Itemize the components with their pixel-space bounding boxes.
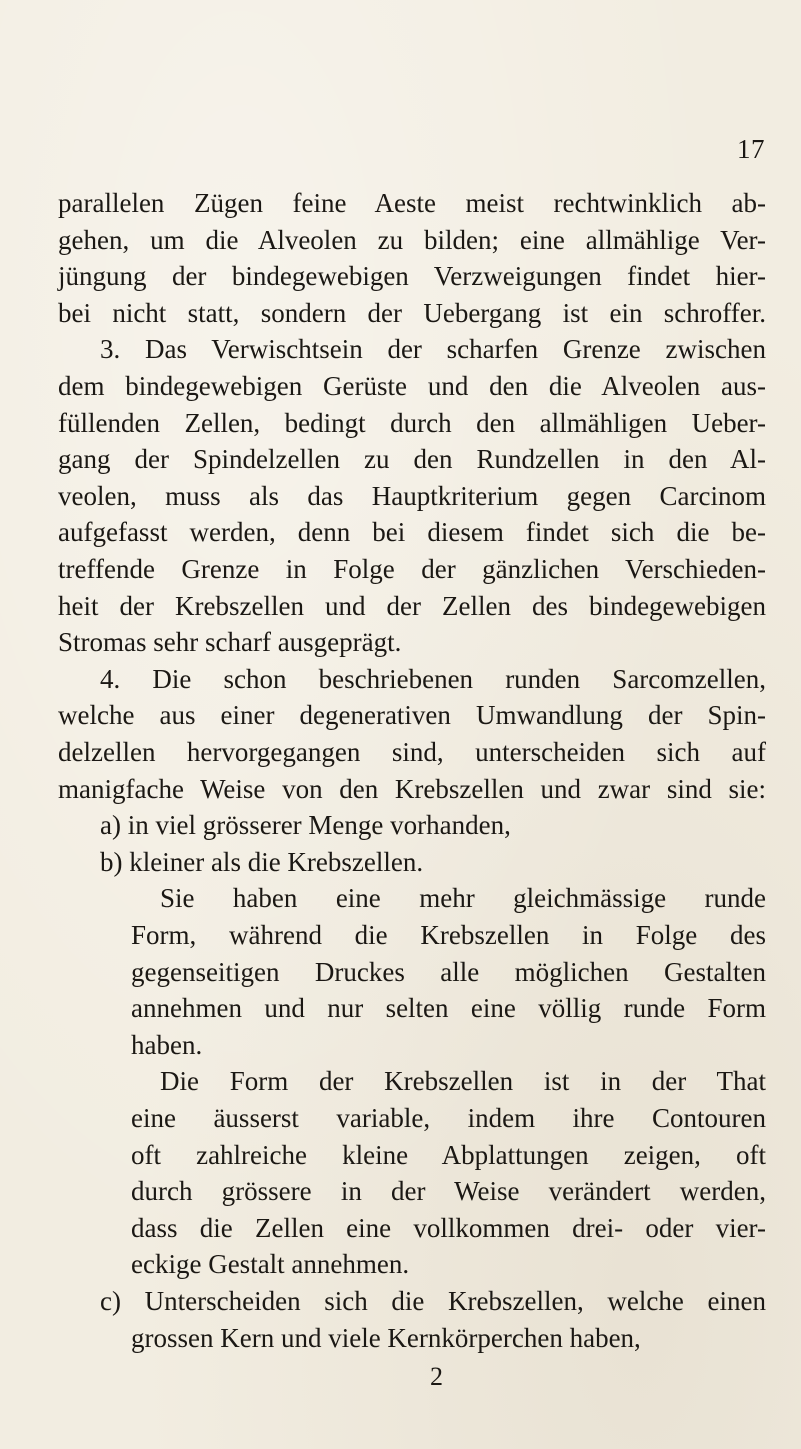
text-line: bei nicht statt, sondern der Uebergang ist ein schroffer. [58, 297, 766, 328]
text-line: parallelen Zügen feine Aeste meist rechtwinklich ab- [58, 188, 766, 218]
list-item: a) in viel grösserer Menge vorhanden, [100, 810, 511, 841]
text-line: Sie haben eine mehr gleichmässige runde [160, 883, 766, 914]
text-line: delzellen hervorgegangen sind, unterscheiden sich auf [58, 737, 766, 767]
text-line: Die Form der Krebszellen ist in der That [160, 1066, 766, 1097]
text-line: grossen Kern und viele Kernkörperchen haben, [131, 1322, 641, 1353]
text-line: annehmen und nur selten eine völlig runde Form [131, 993, 766, 1024]
text-line: jüngung der bindegewebigen Verzweigungen findet hier- [58, 261, 766, 292]
text-line: gegenseitigen Druckes alle möglichen Gestalten [131, 956, 766, 987]
text-line: welche aus einer degenerativen Umwandlung der Spin- [58, 700, 766, 731]
text-line: dass die Zellen eine vollkommen drei- oder vier- [131, 1212, 766, 1243]
text-line: c) Unterscheiden sich die Krebszellen, welche einen [100, 1286, 766, 1316]
text-line: Form, während die Krebszellen in Folge des [131, 920, 766, 950]
text-line: gehen, um die Alveolen zu bilden; eine allmählige Ver- [58, 224, 766, 255]
text-line: veolen, muss als das Hauptkriterium gegen Carcinom [58, 480, 766, 511]
signature-mark: 2 [430, 1362, 443, 1392]
page-number: 17 [737, 134, 765, 164]
text-line: oft zahlreiche kleine Abplattungen zeigen, oft [131, 1139, 766, 1170]
text-line: durch grössere in der Weise verändert werden, [131, 1176, 766, 1207]
text-line: aufgefasst werden, denn bei diesem findet sich die be- [58, 517, 766, 548]
text-line: heit der Krebszellen und der Zellen des bindegewebigen [58, 590, 766, 621]
text-line: eckige Gestalt annehmen. [131, 1249, 410, 1280]
text-line: 3. Das Verwischtsein der scharfen Grenze zwischen [100, 334, 766, 365]
text-line: treffende Grenze in Folge der gänzlichen Verschieden- [58, 554, 766, 584]
text-line: haben. [131, 1029, 203, 1060]
text-line: gang der Spindelzellen zu den Rundzellen in den Al- [58, 444, 766, 475]
text-line: füllenden Zellen, bedingt durch den allmähligen Ueber- [58, 407, 766, 438]
text-line: 4. Die schon beschriebenen runden Sarcomzellen, [100, 663, 766, 694]
text-line: dem bindegewebigen Gerüste und den die Alveolen aus- [58, 371, 766, 401]
text-line: Stromas sehr scharf ausgeprägt. [58, 627, 402, 658]
text-line: manigfache Weise von den Krebszellen und zwar sind sie: [58, 773, 766, 804]
text-line: eine äusserst variable, indem ihre Contouren [131, 1103, 766, 1133]
list-item: b) kleiner als die Krebszellen. [100, 846, 424, 877]
